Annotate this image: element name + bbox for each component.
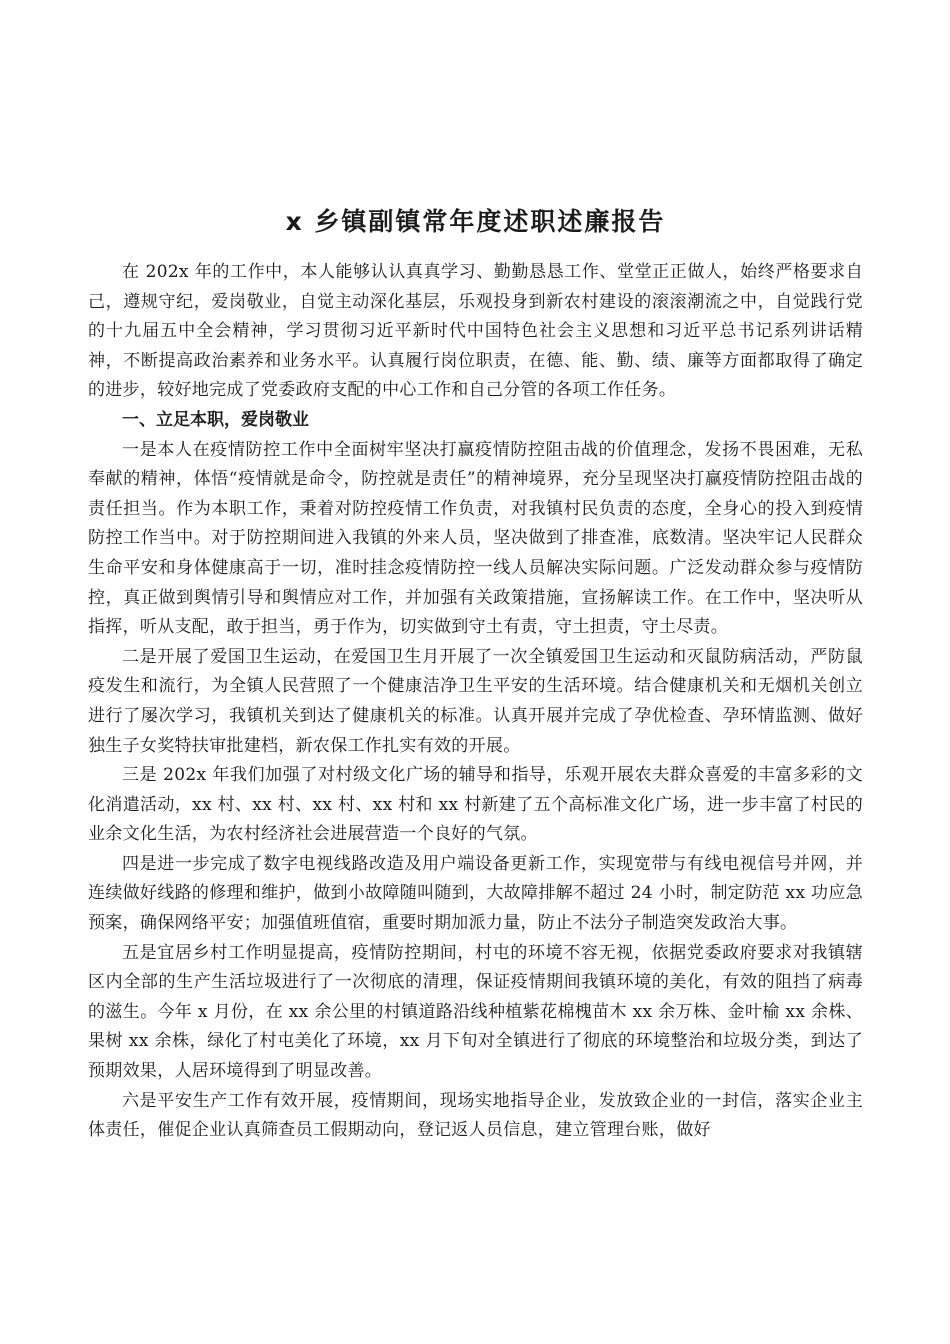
intro-paragraph: 在 202x 年的工作中，本人能够认认真真学习、勤勤恳恳工作、堂堂正正做人，始终严格要求自己，遵规守纪，爱岗敬业，自觉主动深化基层，乐观投身到新农村建设的滚滚潮流之中，自觉践行党的十九届五中全会精神，学习贯彻习近平新时代中国特色社会主义思想和习近平总书记系列讲话精神，不断提高政治素养和业务水平。认真履行岗位职责，在德、能、勤、绩、廉等方面都取得了确定的进步，较好地完成了党委政府支配的中心工作和自己分管的各项工作任务。 <box>88 262 863 401</box>
paragraph-3: 三是 202x 年我们加强了对村级文化广场的辅导和指导，乐观开展农夫群众喜爱的丰富多彩的文化消遣活动，xx 村、xx 村、xx 村、xx 村和 xx 村新建了五个高标准文化广场，进一步丰富了村民的业余文化生活，为农村经济社会进展营造一个良好的气氛。 <box>88 765 863 845</box>
document-title: x 乡镇副镇常年度述职述廉报告 <box>285 207 666 236</box>
paragraph-1: 一是本人在疫情防控工作中全面树牢坚决打赢疫情防控阻击战的价值理念，发扬不畏困难，无私奉献的精神，体悟“疫情就是命令，防控就是责任”的精神境界，充分呈现坚决打赢疫情防控阻击战的责任担当。作为本职工作，秉着对防控疫情工作负责，对我镇村民负责的态度，全身心的投入到疫情防控工作当中。对于防控期间进入我镇的外来人员，坚决做到了排查准，底数清。坚决牢记人民群众生命平安和身体健康高于一切，准时挂念疫情防控一线人员解决实际问题。广泛发动群众参与疫情防控，真正做到舆情引导和舆情应对工作，并加强有关政策措施，宣扬解读工作。在工作中，坚决听从指挥，听从支配，敢于担当，勇于作为，切实做到守土有责，守土担责，守土尽责。 <box>88 439 863 638</box>
document-page <box>88 200 863 1146</box>
section-heading: 一、立足本职，爱岗敬业 <box>122 409 309 430</box>
paragraph-4: 四是进一步完成了数字电视线路改造及用户端设备更新工作，实现宽带与有线电视信号并网，并连续做好线路的修理和维护，做到小故障随叫随到，大故障排解不超过 24 小时，制定防范 xx 功应急预案，确保网络平安；加强值班值宿，重要时期加派力量，防止不法分子制造突发政治大事。 <box>88 853 863 934</box>
paragraph-6: 六是平安生产工作有效开展，疫情期间，现场实地指导企业，发放致企业的一封信，落实企业主体责任，催促企业认真筛查员工假期动向，登记返人员信息，建立管理台账，做好 <box>88 1090 863 1141</box>
paragraph-2: 二是开展了爱国卫生运动，在爱国卫生月开展了一次全镇爱国卫生运动和灭鼠防病活动，严防鼠疫发生和流行，为全镇人民营照了一个健康洁净卫生平安的生活环境。结合健康机关和无烟机关创立进行了屡次学习，我镇机关到达了健康机关的标准。认真开展并完成了孕优检查、孕环情监测、做好独生子女奖特扶审批建档，新农保工作扎实有效的开展。 <box>88 646 863 756</box>
paragraph-5: 五是宜居乡村工作明显提高，疫情防控期间，村屯的环境不容无视，依据党委政府要求对我镇辖区内全部的生产生活垃圾进行了一次彻底的清理，保证疫情期间我镇环境的美化，有效的阻挡了病毒的滋生。今年 x 月份，在 xx 余公里的村镇道路沿线种植紫花棉槐苗木 xx 余万株、金叶榆 xx 余株、果树 xx 余株，绿化了村屯美化了环境，xx 月下旬对全镇进行了彻底的环境整治和垃圾分类，到达了预期效果，人居环境得到了明显改善。 <box>88 942 863 1082</box>
